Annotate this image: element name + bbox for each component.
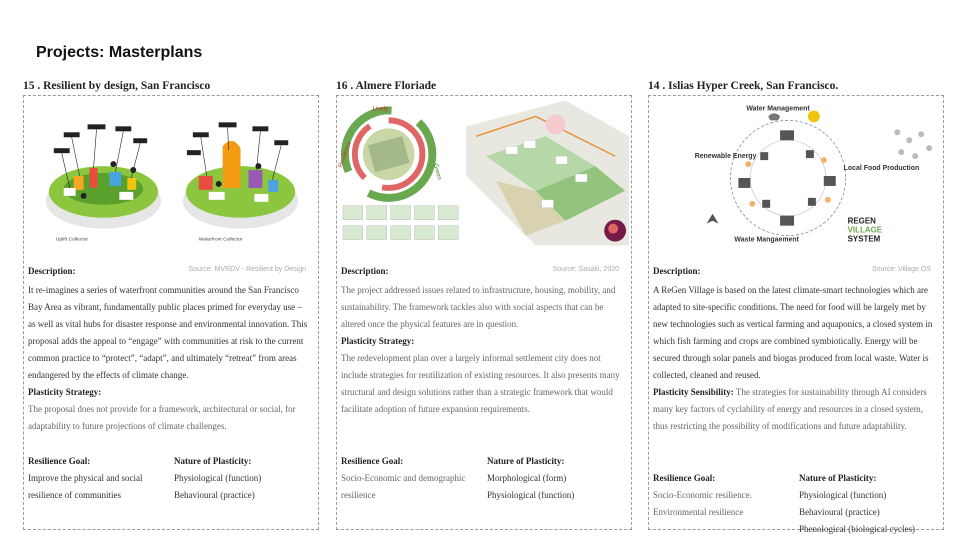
page-title: Projects: Masterplans bbox=[36, 44, 203, 61]
nature-item: Behavioural (practice) bbox=[799, 507, 880, 517]
nature-of-plasticity-label: Nature of Plasticity: bbox=[174, 456, 252, 466]
strategy-label: Plasticity Strategy: bbox=[341, 336, 415, 346]
masterplan-diagram bbox=[24, 96, 318, 256]
project-card bbox=[336, 95, 632, 530]
strategy-text: The proposal does not provide for a framework, architectural or social, for adaptability to future projections of climate challenges. bbox=[28, 404, 296, 431]
diagram-label: Renewable Energy bbox=[694, 153, 757, 161]
strategy-label: Plasticity Strategy: bbox=[28, 387, 102, 397]
resilience-goal-value: Socio-Economic and demographic resilience bbox=[341, 473, 466, 500]
project-card bbox=[23, 95, 319, 530]
regen-village-diagram bbox=[649, 96, 943, 256]
project-description-block bbox=[341, 282, 623, 418]
diagram-label: Lively bbox=[372, 106, 388, 113]
project-column-15 bbox=[23, 78, 321, 500]
brand-line: SYSTEM bbox=[847, 234, 881, 244]
nature-item: Physiological (function) bbox=[799, 490, 887, 500]
resilience-goal-label: Resilience Goal: bbox=[341, 456, 404, 466]
strategy-text: The strategies for sustainability through AI considers many key factors of cyclability of energy and resources in a closed system, thus restricting the possibility of modifications and future adaptability. bbox=[653, 387, 927, 431]
project-title: 15 . Resilient by design, San Francisco bbox=[23, 80, 211, 92]
project-title: 14 . Islias Hyper Creek, San Francisco. bbox=[648, 80, 839, 92]
image-source: Source: Village OS bbox=[871, 266, 931, 273]
description-text: It re-imagines a series of waterfront communities around the San Francisco Bay Area as vibrant, fundamentally public places primed for everyday use – as well as vital hubs for disaster response and environmental innovation. This proposal adds the appeal to “engage” with communities at risk to the current common practice to “protect”, “adapt”, and ultimately “retreat” from areas endangered by the effects of climate change. bbox=[28, 285, 308, 380]
diagram-label: Water Management bbox=[746, 105, 810, 113]
project-description-block bbox=[653, 282, 935, 435]
project-title: 16 . Almere Floriade bbox=[336, 80, 437, 92]
nature-of-plasticity-label: Nature of Plasticity: bbox=[487, 456, 565, 466]
resilience-goal-label: Resilience Goal: bbox=[653, 473, 716, 483]
sun-icon bbox=[808, 110, 820, 122]
image-source: Source: MVRDV - Resilient by Design bbox=[188, 266, 306, 273]
brand-line: REGEN bbox=[847, 216, 876, 226]
nature-of-plasticity-label: Nature of Plasticity: bbox=[799, 473, 877, 483]
resilience-goal-value: Improve the physical and social resilience of communities bbox=[28, 473, 143, 500]
project-image bbox=[337, 96, 631, 256]
strategy-label: Plasticity Sensibility: bbox=[653, 387, 734, 397]
nature-item: Physiological (function) bbox=[487, 490, 575, 500]
nature-item: Phenological (biological cycles) bbox=[799, 524, 915, 534]
image-source: Source: Sasaki, 2020 bbox=[552, 266, 619, 273]
description-text: A ReGen Village is based on the latest climate-smart technologies which are adapted to site-specific conditions. The need for food will be largely met by new technologies such as vertical farming and aquaponics, a closed system in which fish farming and crops are combined symbiotically. Energy will be secured through solar panels and biogas produced from local waste. Water is collected, cleaned and reused. bbox=[653, 285, 933, 380]
diagram-label: Waste Mangaement bbox=[734, 236, 799, 244]
project-image bbox=[649, 96, 943, 256]
project-card bbox=[648, 95, 944, 534]
project-image bbox=[24, 96, 318, 256]
description-label: Description: bbox=[28, 266, 76, 276]
project-column-16 bbox=[336, 78, 634, 500]
north-arrow-icon bbox=[707, 214, 719, 224]
diagram-label: Local Food Production bbox=[843, 165, 920, 173]
diagram-label: Resilience bbox=[337, 140, 353, 169]
masterplan-diagram bbox=[337, 96, 631, 256]
nature-item: Physiological (function) bbox=[174, 473, 262, 483]
nature-item: Behavioural (practice) bbox=[174, 490, 255, 500]
description-label: Description: bbox=[653, 266, 701, 276]
image-caption: Waterfront Collector bbox=[198, 237, 243, 243]
nature-item: Morphological (form) bbox=[487, 473, 567, 483]
diagram-label: Green bbox=[431, 163, 442, 181]
resilience-goal-value: Socio-Economic resilience. Environmental resilience bbox=[653, 490, 752, 517]
image-caption: Uplift Collector bbox=[55, 237, 89, 243]
project-description-block bbox=[28, 282, 310, 435]
project-column-14 bbox=[648, 78, 946, 534]
brand-line: VILLAGE bbox=[847, 225, 883, 235]
description-label: Description: bbox=[341, 266, 389, 276]
description-text: The project addressed issues related to infrastructure, housing, mobility, and sustainability. The framework tackles also with social aspects that can be altered once the physical features are in question. bbox=[341, 285, 616, 329]
strategy-text: The redevelopment plan over a largely informal settlement city does not include strategies for reutilization of existing resources. It also presents many structural and design solutions rather than a strategic framework that would facilitate adoption of future expansion requirements. bbox=[341, 353, 620, 414]
resilience-goal-label: Resilience Goal: bbox=[28, 456, 91, 466]
